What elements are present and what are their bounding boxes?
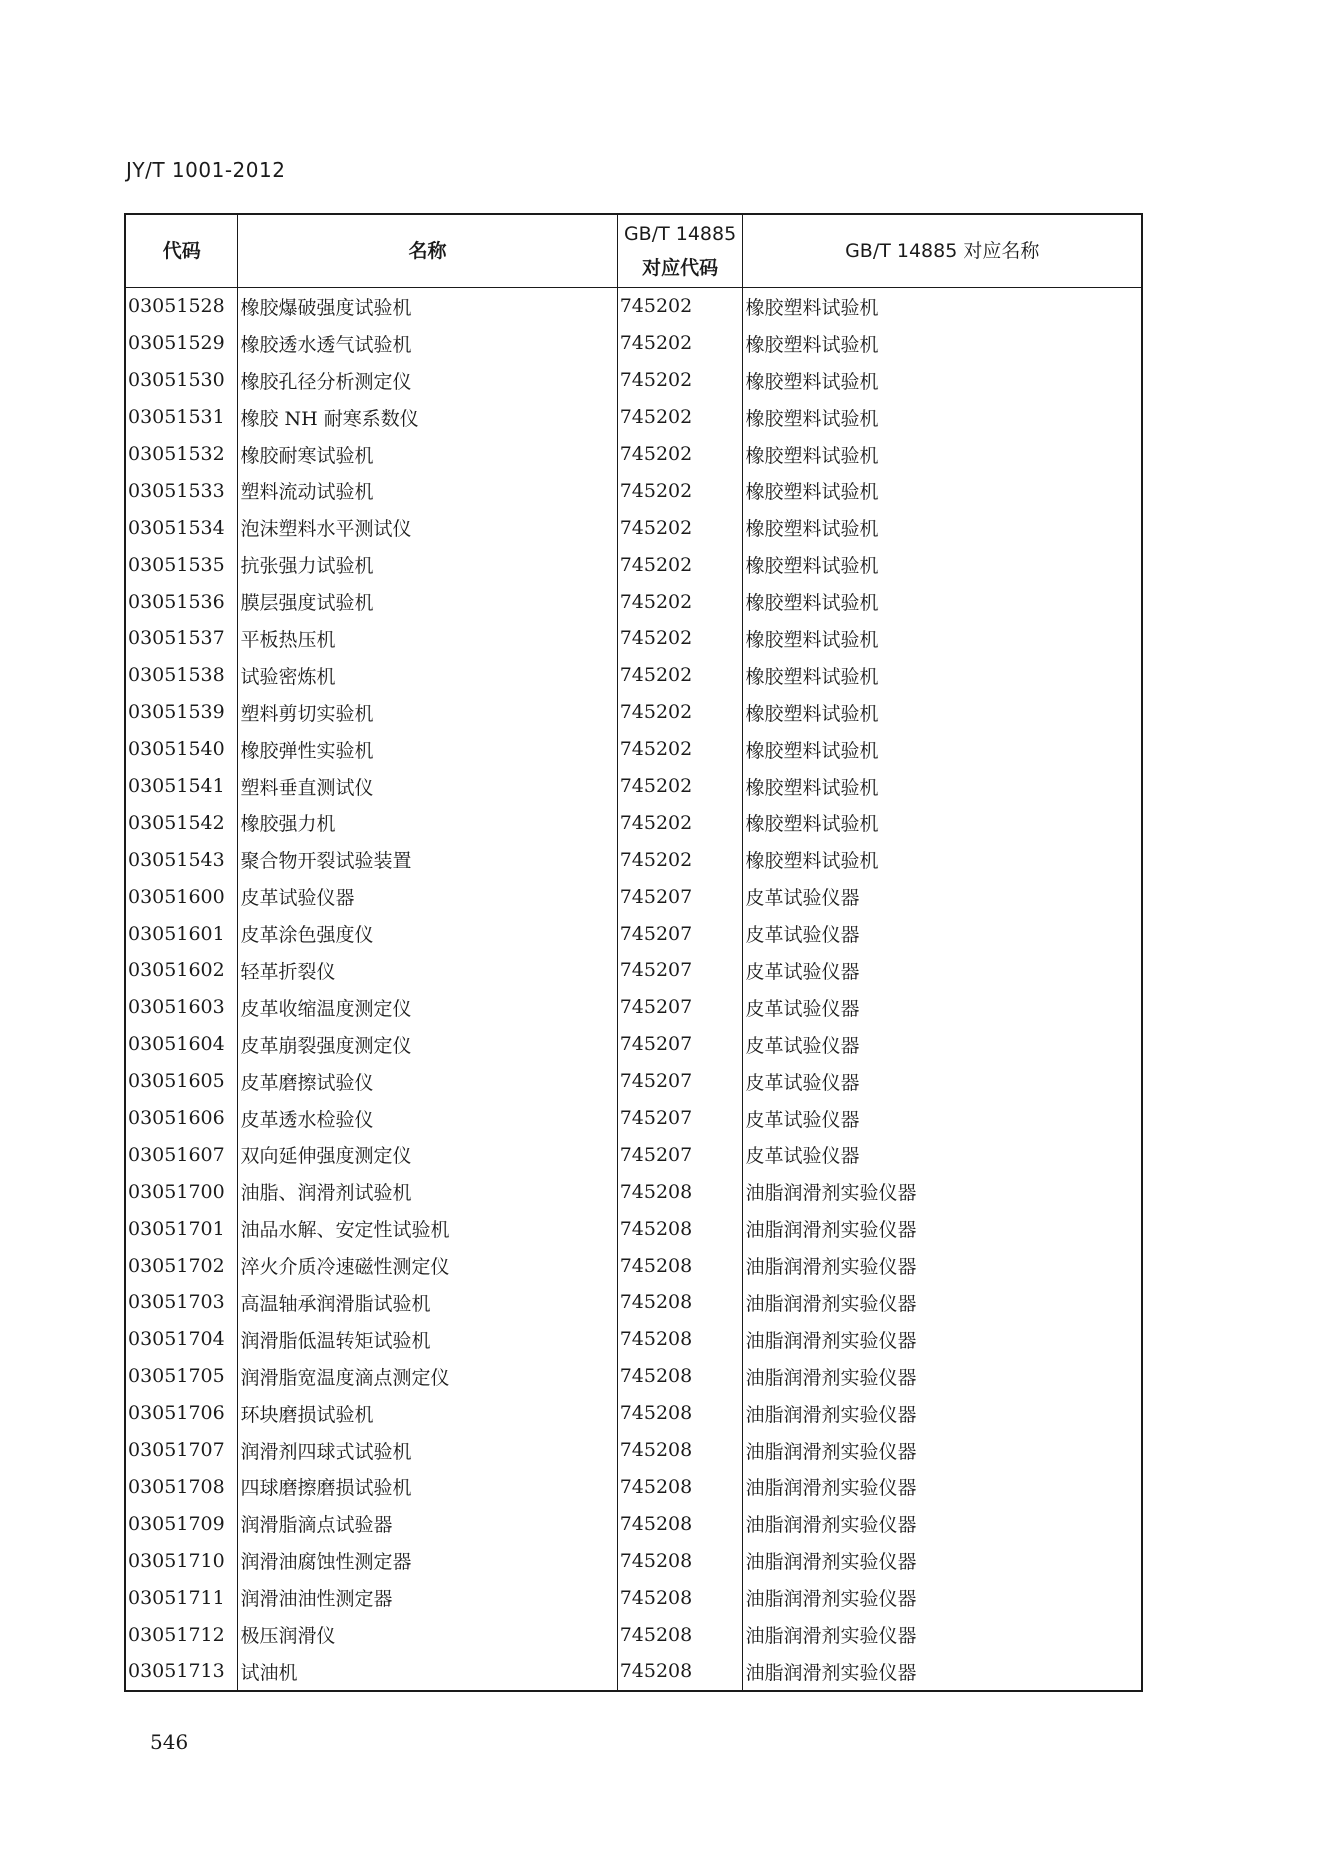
table-row xyxy=(125,288,1142,325)
cell-gb-code: 745207 xyxy=(617,915,743,952)
cell-code: 03051711 xyxy=(125,1579,238,1616)
table-row xyxy=(125,509,1142,546)
cell-code: 03051540 xyxy=(125,731,238,768)
cell-gb-code: 745202 xyxy=(617,399,743,436)
cell-name: 油品水解、安定性试验机 xyxy=(238,1210,617,1247)
cell-name: 橡胶孔径分析测定仪 xyxy=(238,362,617,399)
table-row xyxy=(125,952,1142,989)
cell-name: 泡沫塑料水平测试仪 xyxy=(238,509,617,546)
table-row xyxy=(125,1247,1142,1284)
cell-code: 03051541 xyxy=(125,768,238,805)
cell-code: 03051537 xyxy=(125,620,238,657)
cell-gb-name: 橡胶塑料试验机 xyxy=(743,731,1142,768)
cell-gb-name: 橡胶塑料试验机 xyxy=(743,325,1142,362)
cell-gb-name: 油脂润滑剂实验仪器 xyxy=(743,1432,1142,1469)
cell-name: 润滑脂滴点试验器 xyxy=(238,1505,617,1542)
cell-code: 03051534 xyxy=(125,509,238,546)
table-row xyxy=(125,915,1142,952)
cell-gb-name: 油脂润滑剂实验仪器 xyxy=(743,1284,1142,1321)
cell-name: 膜层强度试验机 xyxy=(238,583,617,620)
cell-code: 03051605 xyxy=(125,1063,238,1100)
cell-gb-name: 油脂润滑剂实验仪器 xyxy=(743,1542,1142,1579)
table-row xyxy=(125,1321,1142,1358)
cell-code: 03051703 xyxy=(125,1284,238,1321)
cell-code: 03051707 xyxy=(125,1432,238,1469)
cell-code: 03051602 xyxy=(125,952,238,989)
cell-gb-name: 橡胶塑料试验机 xyxy=(743,841,1142,878)
cell-gb-name: 橡胶塑料试验机 xyxy=(743,362,1142,399)
cell-gb-code: 745208 xyxy=(617,1321,743,1358)
cell-name: 橡胶强力机 xyxy=(238,804,617,841)
table-row xyxy=(125,1136,1142,1173)
cell-code: 03051600 xyxy=(125,878,238,915)
table-row xyxy=(125,657,1142,694)
cell-gb-name: 皮革试验仪器 xyxy=(743,915,1142,952)
cell-gb-code: 745208 xyxy=(617,1542,743,1579)
table-row xyxy=(125,1505,1142,1542)
cell-code: 03051532 xyxy=(125,436,238,473)
cell-gb-name: 油脂润滑剂实验仪器 xyxy=(743,1469,1142,1506)
table-row xyxy=(125,325,1142,362)
table-row xyxy=(125,620,1142,657)
cell-gb-code: 745202 xyxy=(617,546,743,583)
cell-code: 03051529 xyxy=(125,325,238,362)
header-code: 代码 xyxy=(125,214,238,288)
table-row xyxy=(125,1063,1142,1100)
cell-code: 03051539 xyxy=(125,694,238,731)
cell-gb-name: 皮革试验仪器 xyxy=(743,878,1142,915)
table-row xyxy=(125,472,1142,509)
cell-gb-code: 745202 xyxy=(617,325,743,362)
cell-name: 橡胶耐寒试验机 xyxy=(238,436,617,473)
cell-name: 试油机 xyxy=(238,1653,617,1691)
table-row xyxy=(125,1653,1142,1691)
cell-gb-code: 745202 xyxy=(617,583,743,620)
cell-code: 03051535 xyxy=(125,546,238,583)
cell-name: 润滑脂低温转矩试验机 xyxy=(238,1321,617,1358)
cell-gb-name: 皮革试验仪器 xyxy=(743,1100,1142,1137)
cell-gb-name: 橡胶塑料试验机 xyxy=(743,657,1142,694)
cell-code: 03051530 xyxy=(125,362,238,399)
header-gb-code xyxy=(617,214,743,288)
cell-gb-code: 745202 xyxy=(617,841,743,878)
cell-name: 皮革试验仪器 xyxy=(238,878,617,915)
cell-gb-name: 油脂润滑剂实验仪器 xyxy=(743,1579,1142,1616)
cell-gb-code: 745202 xyxy=(617,694,743,731)
table-row xyxy=(125,583,1142,620)
cell-gb-code: 745208 xyxy=(617,1579,743,1616)
cell-gb-code: 745202 xyxy=(617,362,743,399)
table-body xyxy=(125,288,1142,1691)
cell-code: 03051706 xyxy=(125,1395,238,1432)
cell-name: 橡胶 NH 耐寒系数仪 xyxy=(238,399,617,436)
cell-name: 塑料流动试验机 xyxy=(238,472,617,509)
table-row xyxy=(125,694,1142,731)
cell-code: 03051601 xyxy=(125,915,238,952)
cell-gb-name: 橡胶塑料试验机 xyxy=(743,472,1142,509)
cell-gb-name: 橡胶塑料试验机 xyxy=(743,804,1142,841)
cell-gb-code: 745207 xyxy=(617,1026,743,1063)
cell-name: 润滑油油性测定器 xyxy=(238,1579,617,1616)
cell-code: 03051603 xyxy=(125,989,238,1026)
cell-gb-name: 橡胶塑料试验机 xyxy=(743,620,1142,657)
cell-code: 03051712 xyxy=(125,1616,238,1653)
cell-gb-name: 橡胶塑料试验机 xyxy=(743,694,1142,731)
cell-code: 03051705 xyxy=(125,1358,238,1395)
cell-gb-name: 油脂润滑剂实验仪器 xyxy=(743,1321,1142,1358)
cell-name: 极压润滑仪 xyxy=(238,1616,617,1653)
cell-gb-name: 皮革试验仪器 xyxy=(743,1136,1142,1173)
cell-gb-name: 橡胶塑料试验机 xyxy=(743,436,1142,473)
cell-gb-code: 745207 xyxy=(617,952,743,989)
cell-name: 高温轴承润滑脂试验机 xyxy=(238,1284,617,1321)
cell-code: 03051528 xyxy=(125,288,238,325)
cell-name: 双向延伸强度测定仪 xyxy=(238,1136,617,1173)
cell-name: 润滑油腐蚀性测定器 xyxy=(238,1542,617,1579)
cell-gb-name: 油脂润滑剂实验仪器 xyxy=(743,1395,1142,1432)
cell-gb-code: 745202 xyxy=(617,288,743,325)
cell-gb-code: 745208 xyxy=(617,1247,743,1284)
cell-name: 皮革磨擦试验仪 xyxy=(238,1063,617,1100)
cell-gb-name: 油脂润滑剂实验仪器 xyxy=(743,1653,1142,1691)
cell-gb-name: 油脂润滑剂实验仪器 xyxy=(743,1505,1142,1542)
table-row xyxy=(125,731,1142,768)
document-id: JY/T 1001-2012 xyxy=(126,158,286,182)
cell-gb-code: 745208 xyxy=(617,1432,743,1469)
cell-name: 油脂、润滑剂试验机 xyxy=(238,1173,617,1210)
cell-code: 03051700 xyxy=(125,1173,238,1210)
cell-gb-code: 745202 xyxy=(617,768,743,805)
table-row xyxy=(125,804,1142,841)
cell-name: 环块磨损试验机 xyxy=(238,1395,617,1432)
cell-gb-name: 橡胶塑料试验机 xyxy=(743,399,1142,436)
cell-gb-code: 745202 xyxy=(617,731,743,768)
table-row xyxy=(125,1284,1142,1321)
cell-gb-code: 745208 xyxy=(617,1284,743,1321)
cell-gb-name: 油脂润滑剂实验仪器 xyxy=(743,1210,1142,1247)
cell-code: 03051533 xyxy=(125,472,238,509)
cell-code: 03051538 xyxy=(125,657,238,694)
table-header-row xyxy=(125,214,1142,288)
header-gb-code-line2: 对应代码 xyxy=(642,257,719,279)
cell-code: 03051701 xyxy=(125,1210,238,1247)
cell-gb-code: 745207 xyxy=(617,1100,743,1137)
cell-gb-code: 745202 xyxy=(617,657,743,694)
cell-gb-name: 橡胶塑料试验机 xyxy=(743,583,1142,620)
header-gb-name: GB/T 14885 对应名称 xyxy=(743,214,1142,288)
cell-gb-code: 745202 xyxy=(617,620,743,657)
classification-table xyxy=(124,213,1143,1692)
table-row xyxy=(125,768,1142,805)
cell-gb-name: 皮革试验仪器 xyxy=(743,1026,1142,1063)
cell-name: 塑料垂直测试仪 xyxy=(238,768,617,805)
cell-gb-code: 745208 xyxy=(617,1469,743,1506)
cell-name: 橡胶透水透气试验机 xyxy=(238,325,617,362)
cell-gb-code: 745207 xyxy=(617,1136,743,1173)
cell-gb-code: 745207 xyxy=(617,1063,743,1100)
table-row xyxy=(125,1469,1142,1506)
cell-code: 03051606 xyxy=(125,1100,238,1137)
table-row xyxy=(125,1616,1142,1653)
cell-gb-code: 745208 xyxy=(617,1653,743,1691)
cell-name: 轻革折裂仪 xyxy=(238,952,617,989)
cell-name: 橡胶爆破强度试验机 xyxy=(238,288,617,325)
cell-gb-name: 橡胶塑料试验机 xyxy=(743,288,1142,325)
table-row xyxy=(125,1395,1142,1432)
cell-code: 03051607 xyxy=(125,1136,238,1173)
cell-name: 皮革涂色强度仪 xyxy=(238,915,617,952)
cell-name: 四球磨擦磨损试验机 xyxy=(238,1469,617,1506)
cell-gb-code: 745202 xyxy=(617,436,743,473)
header-gb-code-line1: GB/T 14885 xyxy=(623,223,737,245)
cell-gb-name: 皮革试验仪器 xyxy=(743,952,1142,989)
cell-gb-name: 橡胶塑料试验机 xyxy=(743,509,1142,546)
cell-name: 聚合物开裂试验装置 xyxy=(238,841,617,878)
table-row xyxy=(125,436,1142,473)
table-row xyxy=(125,1358,1142,1395)
page-number: 546 xyxy=(150,1730,189,1754)
cell-gb-code: 745202 xyxy=(617,509,743,546)
cell-name: 润滑脂宽温度滴点测定仪 xyxy=(238,1358,617,1395)
cell-name: 塑料剪切实验机 xyxy=(238,694,617,731)
cell-name: 试验密炼机 xyxy=(238,657,617,694)
cell-name: 皮革崩裂强度测定仪 xyxy=(238,1026,617,1063)
cell-gb-name: 皮革试验仪器 xyxy=(743,989,1142,1026)
cell-code: 03051536 xyxy=(125,583,238,620)
cell-code: 03051704 xyxy=(125,1321,238,1358)
cell-gb-code: 745202 xyxy=(617,804,743,841)
table-row xyxy=(125,362,1142,399)
cell-gb-code: 745208 xyxy=(617,1358,743,1395)
table-row xyxy=(125,1026,1142,1063)
cell-code: 03051713 xyxy=(125,1653,238,1691)
cell-code: 03051710 xyxy=(125,1542,238,1579)
cell-gb-code: 745208 xyxy=(617,1505,743,1542)
cell-code: 03051542 xyxy=(125,804,238,841)
cell-name: 润滑剂四球式试验机 xyxy=(238,1432,617,1469)
cell-code: 03051604 xyxy=(125,1026,238,1063)
cell-gb-code: 745208 xyxy=(617,1395,743,1432)
cell-gb-name: 油脂润滑剂实验仪器 xyxy=(743,1358,1142,1395)
cell-name: 皮革收缩温度测定仪 xyxy=(238,989,617,1026)
cell-gb-code: 745208 xyxy=(617,1616,743,1653)
table-row xyxy=(125,1100,1142,1137)
cell-code: 03051531 xyxy=(125,399,238,436)
table-row xyxy=(125,989,1142,1026)
cell-name: 平板热压机 xyxy=(238,620,617,657)
table-row xyxy=(125,1542,1142,1579)
table-row xyxy=(125,1210,1142,1247)
cell-gb-name: 皮革试验仪器 xyxy=(743,1063,1142,1100)
header-name: 名称 xyxy=(238,214,617,288)
cell-gb-code: 745208 xyxy=(617,1173,743,1210)
cell-gb-code: 745207 xyxy=(617,989,743,1026)
table-row xyxy=(125,399,1142,436)
cell-gb-code: 745207 xyxy=(617,878,743,915)
cell-name: 皮革透水检验仪 xyxy=(238,1100,617,1137)
cell-gb-name: 橡胶塑料试验机 xyxy=(743,546,1142,583)
cell-name: 橡胶弹性实验机 xyxy=(238,731,617,768)
cell-gb-name: 油脂润滑剂实验仪器 xyxy=(743,1247,1142,1284)
table-row xyxy=(125,841,1142,878)
cell-code: 03051709 xyxy=(125,1505,238,1542)
table-row xyxy=(125,1432,1142,1469)
table-row xyxy=(125,546,1142,583)
cell-gb-name: 橡胶塑料试验机 xyxy=(743,768,1142,805)
cell-gb-name: 油脂润滑剂实验仪器 xyxy=(743,1173,1142,1210)
table-row xyxy=(125,1173,1142,1210)
cell-code: 03051543 xyxy=(125,841,238,878)
table-row xyxy=(125,878,1142,915)
cell-code: 03051708 xyxy=(125,1469,238,1506)
cell-gb-code: 745202 xyxy=(617,472,743,509)
cell-name: 抗张强力试验机 xyxy=(238,546,617,583)
cell-name: 淬火介质冷速磁性测定仪 xyxy=(238,1247,617,1284)
cell-gb-name: 油脂润滑剂实验仪器 xyxy=(743,1616,1142,1653)
table-row xyxy=(125,1579,1142,1616)
cell-gb-code: 745208 xyxy=(617,1210,743,1247)
cell-code: 03051702 xyxy=(125,1247,238,1284)
